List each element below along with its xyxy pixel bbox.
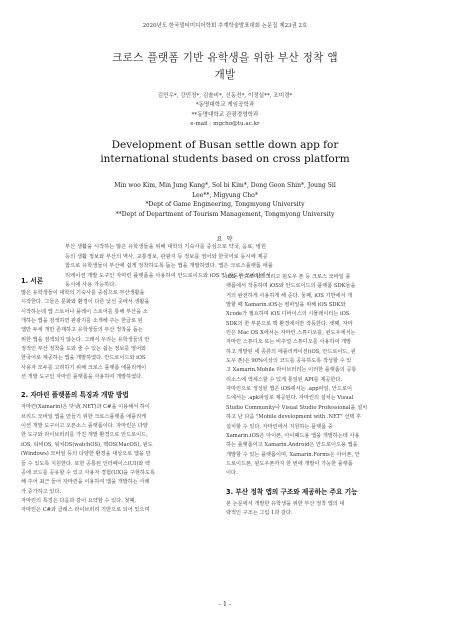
abstract-line: 리케이션 개발 도구인 자마린 플랫폼을 사용하여 안드로이드와 iOS 및 윈도우 모바일에서 [65,272,271,279]
korean-authors: 김민우*, 강민정*, 김솔비*, 신동전*, 이정실**, 조미경* [157,93,293,99]
body-line: 자마린으로 생성된 앱은 iOS에서는 .app파일, 안드로이 [226,386,352,393]
english-authors: Lee**, Migyung Cho* [192,191,258,199]
body-line: 거의 완전하게 사용하게 해 준다. 둘째, iOS 기반에서 개 [226,292,353,299]
body-line: 사용자 모두를 고려하기 위해 크로스 플랫폼 애플리케이 [21,364,147,371]
body-line: 리소스에 액세스할 수 있게 통일된 API를 제공한다. [226,376,343,383]
english-affiliation-2: **Dept of Department of Tourism Management, Tongmyong University [115,211,335,219]
abstract-line: 부산 생활을 시작하는 많은 유학생들을 위해 대학의 기숙사를 중심으로 약국, 음료, 병원 [65,244,266,250]
english-title-line: international students based on cross platform [100,152,350,165]
korean-title [0,50,450,83]
body-line: Studio Community나 Visual Studio Professional을 설치 [226,404,368,411]
korean-affiliation-2: **동명대학교 관광경영학과 [191,111,259,118]
body-line: iOS, 티비OS, 워치OS(watchOS), 맥OS(MacOS), 윈도 [21,441,153,448]
body-line: 개하는 앱을 검색하면 관광지를 소개해 주는 한글로 된 [21,318,143,325]
abstract-line: 함으로 유학생들이 부산에 쉽게 정착하도록 돕는 앱을 개발하였다. 앱은 크로스플랫폼 애플 [65,263,273,270]
abstract-line: 등의 생활 정보와 부산의 역사, 교통정보, 관광지 등 정보를 영어와 한국어로 동시에 제공 [65,253,268,260]
section-body-xamarin [21,403,223,515]
body-line: Xamarin.iOS은 아이폰, 아이패드용 앱을 개발하는데 사용 [226,432,360,439]
section-heading-app-structure: 3. 부산 정착 앱의 구조와 제공하는 주요 기능 [226,487,358,496]
body-line: 브리드 모바일 앱을 만들기 위한 크로스플랫폼 애플리케 [21,413,147,420]
body-line: 가 증가하고 있다. [21,488,62,495]
body-line: 본 논문에서 개발한 유학생을 위한 부산 정착 앱의 대 [226,500,345,507]
section-heading-xamarin: 2. 자마린 플랫폼의 특징과 개발 방법 [21,391,129,400]
abstract-line: 동시에 사용 가능하다. [65,282,117,289]
conference-header: 2020년도 한국멀티미디어학회 추계학술발표대회 논문집 제23권 2호 [142,23,308,29]
body-line: 략적인 구조는 그림 1과 같다. [226,509,293,516]
english-affiliation-1: *Dept of Game Engineering, Tongmyong University [145,201,305,209]
body-line: 션 개발 도구인 자마린 플랫폼을 사용하여 개발하였다. [21,374,143,381]
korean-authors-block [0,92,450,130]
body-line: SDK의 한 부분으로 맥 환경에서만 작동한다. 셋째, 자마 [226,320,353,327]
body-line: 이다. [226,470,238,477]
body-line: 드에서는 .apk파일로 제공된다. 자마린의 설치는 Visual [226,395,354,402]
korean-affiliation-1: *동명대학교 게임공학과 [195,102,255,109]
body-line: 랫폼에서 작동하며 iOS와 안드로이드의 플랫폼 SDK들을 [226,283,356,290]
contact-email: e-mail : mgcho@tu.ac.kr [190,121,260,128]
body-line: 공에 코드를 공유할 수 있고 사용자 경험(UX)을 구현하도록 [21,469,155,476]
body-line: 린은 Mac OS X에서는 자마린 스튜디오를, 윈도우에서는 [226,330,356,337]
body-line: 시작하는데 앱 스토어나 플레이 스토어를 통해 부산을 소 [21,308,148,315]
english-authors-block [0,181,450,220]
body-line: iOS, 안드로이드 그리고 윈도우 폰 등 크로스 모바일 플 [226,274,351,280]
right-column [226,273,428,518]
body-line: 이션 개발 도구이고 오픈소스 플랫폼이다. 자마린은 다양 [21,423,148,430]
body-line: 하고 난 다음 "Mobile development with .NET" 선택 후 [226,414,362,421]
body-line: 설치할 수 있다. 자마린에서 지원하는 플랫폼 중 [226,423,333,430]
body-line: 자마린은 C#과 클래스 라이브러리 기반으로 되어 있으며 [21,507,150,514]
body-line: 한국어로 제공하는 앱을 개발하였다. 안드로이드와 iOS [21,355,146,362]
body-line: 한 도구와 라이브러리를 가진 개발 환경으로 안드로이드, [21,432,148,439]
body-line: 많은 유학생들이 대학의 기숙사를 중심으로 부산생활을 [21,290,145,296]
body-line: 고 Xamarin.Mobile 라이브러리는 이러한 플랫폼의 공통 [226,367,357,374]
body-line: 해 주어 최근 들어 자마린을 이용하여 앱을 개발하는 사례 [21,479,150,486]
english-title [0,139,450,167]
body-line: 발할 때 Xamarin.iOS는 컴파일을 위해 iOS SDK와 [226,302,346,309]
section-body-app-structure [226,500,428,519]
body-line: 드로이드폰, 윈도우폰까지 한 번에 개발이 가능한 플랫폼 [226,460,353,467]
body-line: 개발할 수 있는 플랫폼이며, Xamarin.Forms은 아이폰, 안 [226,451,360,458]
body-line: (Windows) 모바일 등의 다양한 환경을 대상으로 앱을 만 [21,451,151,458]
english-authors: Min woo Kim, Min Jung Kang*, Sol bi Kim*, Dong Geon Shin*, Joung Sil [114,182,336,189]
korean-title-line: 크로스 플랫폼 기반 유학생을 위한 부산 정착 앱 [112,52,338,64]
body-line: 정적인 부산 정착을 도와 줄 수 있는 쉽는 정보를 영어와 [21,346,147,353]
body-line: 하고 개발된 세 종류의 애플리케이션(iOS, 안드로이드, 윈 [226,348,356,355]
body-line: 앱만 두세 개만 존재하고 유학생들의 부산 정착을 돕는 [21,327,143,334]
body-line: 도우 폰)은 90%이상의 코드를 공유하도록 작성할 수 있 [226,358,352,365]
english-title-line: Development of Busan settle down app for [111,139,339,151]
body-line: 자마린 스튜디오 또는 비주얼 스튜디오를 사용하여 개발 [226,339,352,346]
body-line: 자마린(Xamarin)은 닷넷(.NET)과 C#을 이용해서 하이 [21,404,150,411]
page-number: - 1 - [218,600,232,608]
body-line: 자마린의 특징은 다음과 같이 요약할 수 있다. 첫째, [21,497,137,504]
section-body-xamarin-continued [226,273,428,479]
body-line: 들 수 있도록 지원한다. 또한 공통된 인터페이스(UI)와 백 [21,460,150,467]
section-body-introduction [21,289,223,382]
abstract-heading: 요 약 [216,236,234,243]
section-heading-introduction: 1. 서론 [21,277,44,285]
body-line: Xcode가 필요하며 iOS 디바이스의 시뮬레이터는 iOS [226,311,350,318]
body-line: 하는 플랫폼이고 Xamarin.Android은 안드로이드용 앱을 [226,442,358,449]
body-line: 위한 앱을 검색되지 않는다. 그래서 우리는 유학생들의 안 [21,336,150,343]
body-line: 시작한다. 그들은 문화와 환경이 다른 낯선 곳에서 생활을 [21,299,150,306]
korean-title-line: 개발 [214,68,236,81]
left-column [21,270,223,516]
